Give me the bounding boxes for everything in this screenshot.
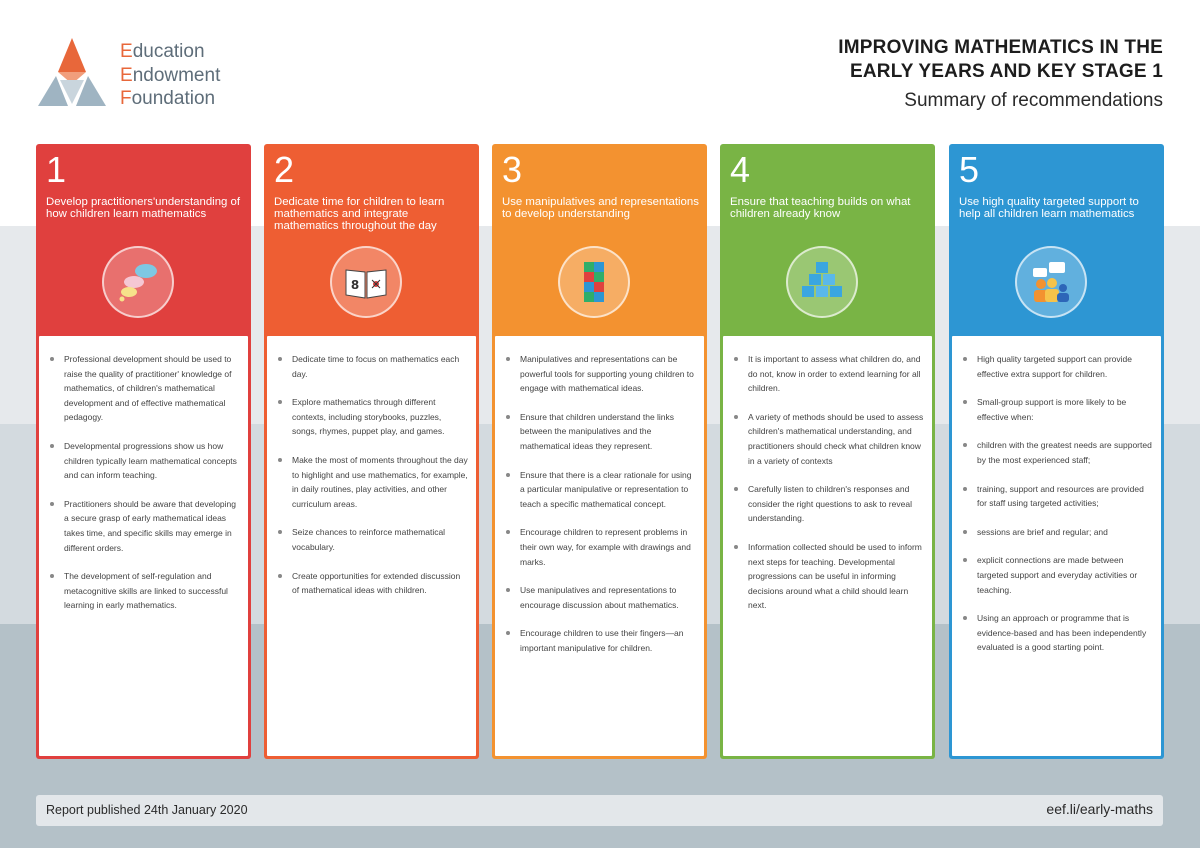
recommendation-heading: Develop practitioners'understanding of how children learn mathematics: [46, 196, 241, 221]
list-item: Explore mathematics through different contexts, including storybooks, puzzles, songs, rhymes, puppet play, and games.: [292, 395, 468, 439]
list-item: A variety of methods should be used to assess children's mathematical understanding, and practitioners should check what children know in a variety of contexts: [748, 410, 924, 468]
list-item: Seize chances to reinforce mathematical vocabulary.: [292, 525, 468, 554]
list-item: Practitioners should be aware that developing a secure grasp of early mathematical ideas takes time, and specific skills may emerge in different orders.: [64, 497, 240, 555]
thought-bubbles-icon: [102, 246, 174, 318]
logo-wordmark: Education Endowment Foundation: [120, 41, 221, 109]
recommendation-number: 2: [274, 149, 295, 190]
list-item: Carefully listen to children's responses and consider the right questions to ask to reveal understanding.: [748, 482, 924, 526]
page-subtitle: Summary of recommendations: [904, 90, 1163, 111]
list-item: Encourage children to represent problems in their own way, for example with drawings and marks.: [520, 525, 696, 569]
publication-date: Report published 24th January 2020: [46, 803, 248, 817]
book-page-number: 8: [350, 278, 360, 292]
page-title: IMPROVING MATHEMATICS IN THE EARLY YEARS AND KEY STAGE 1: [838, 37, 1163, 82]
list-item: The development of self-regulation and metacognitive skills are linked to successful learning in early mathematics.: [64, 569, 240, 613]
recommendation-heading: Dedicate time for children to learn mathematics and integrate mathematics throughout the day: [274, 196, 445, 233]
recommendation-details: [267, 336, 476, 756]
eef-logo: [36, 36, 236, 112]
recommendation-heading: Ensure that teaching builds on what children already know: [730, 196, 911, 221]
list-item: Using an approach or programme that is evidence-based and has been independently evaluated is a good starting point.: [977, 611, 1153, 655]
recommendation-details: [952, 336, 1161, 756]
recommendation-card-3: [492, 144, 707, 759]
report-link[interactable]: eef.li/early-maths: [1046, 801, 1153, 817]
list-item: Ensure that children understand the links between the manipulatives and the mathematical ideas they represent.: [520, 410, 696, 454]
list-item: Manipulatives and representations can be powerful tools for supporting young children to engage with mathematical ideas.: [520, 352, 696, 396]
recommendation-card-2: [264, 144, 479, 759]
recommendation-card-5: [949, 144, 1164, 759]
stacked-blocks-icon: [786, 246, 858, 318]
recommendation-number: 5: [959, 149, 980, 190]
list-item: It is important to assess what children do, and do not, know in order to extend learning for all children.: [748, 352, 924, 396]
footer-bar: [36, 795, 1163, 826]
recommendation-details: [723, 336, 932, 756]
list-item: training, support and resources are provided for staff using targeted activities;: [977, 482, 1153, 511]
recommendation-details: [495, 336, 704, 756]
list-item: Encourage children to use their fingers—an important manipulative for children.: [520, 626, 696, 655]
list-item: Ensure that there is a clear rationale for using a particular manipulative or representation to teach a specific mathematical concept.: [520, 468, 696, 512]
open-book-icon: [330, 246, 402, 318]
list-item: Small-group support is more likely to be effective when:: [977, 395, 1153, 424]
recommendation-number: 1: [46, 149, 67, 190]
title-block: [783, 36, 1163, 112]
recommendation-heading: Use high quality targeted support to help all children learn mathematics: [959, 196, 1139, 221]
recommendation-number: 4: [730, 149, 751, 190]
list-item: children with the greatest needs are supported by the most experienced staff;: [977, 438, 1153, 467]
list-item: Make the most of moments throughout the day to highlight and use mathematics, for example, in daily routines, play activities, and other curriculum areas.: [292, 453, 468, 511]
list-item: Use manipulatives and representations to encourage discussion about mathematics.: [520, 583, 696, 612]
recommendation-details: [39, 336, 248, 756]
recommendation-card-4: [720, 144, 935, 759]
list-item: explicit connections are made between targeted support and everyday activities or teaching.: [977, 553, 1153, 597]
recommendation-number: 3: [502, 149, 523, 190]
eef-logo-icon: [36, 36, 108, 108]
list-item: High quality targeted support can provide effective extra support for children.: [977, 352, 1153, 381]
list-item: Information collected should be used to inform next steps for teaching. Developmental progressions can be useful in informing decisions around what a child should learn next.: [748, 540, 924, 613]
recommendation-heading: Use manipulatives and representations to develop understanding: [502, 196, 699, 221]
list-item: Developmental progressions show us how children typically learn mathematical concepts and can inform teaching.: [64, 439, 240, 483]
list-item: sessions are brief and regular; and: [977, 525, 1153, 540]
recommendation-card-1: [36, 144, 251, 759]
small-group-icon: [1015, 246, 1087, 318]
list-item: Professional development should be used to raise the quality of practitioner' knowledge of mathematics, of children's mathematical development and of effective mathematical pedagogy.: [64, 352, 240, 425]
list-item: Create opportunities for extended discussion of mathematical ideas with children.: [292, 569, 468, 598]
linking-cubes-icon: [558, 246, 630, 318]
list-item: Dedicate time to focus on mathematics each day.: [292, 352, 468, 381]
